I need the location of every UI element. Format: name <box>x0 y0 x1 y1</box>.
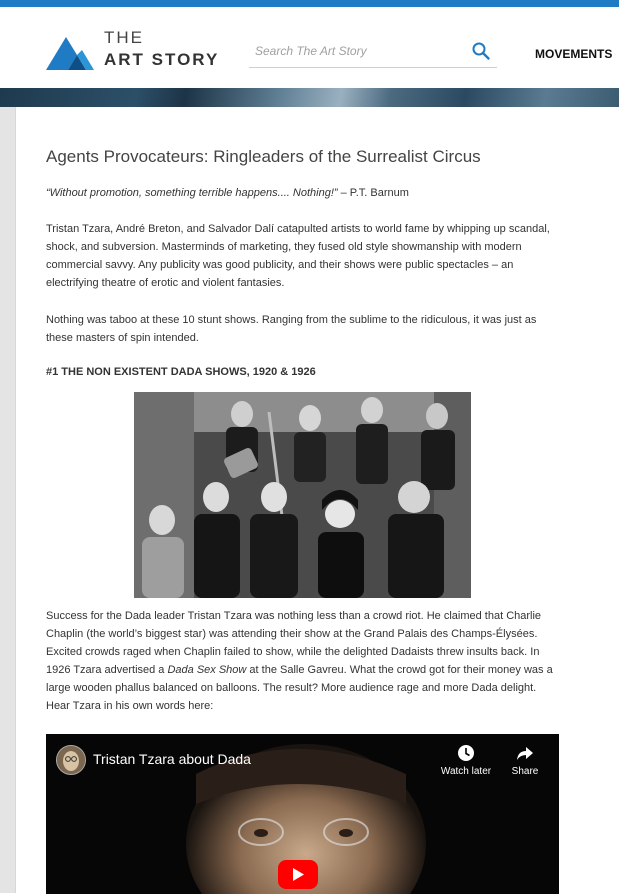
clock-icon <box>457 744 475 762</box>
quote-author: – P.T. Barnum <box>337 187 409 199</box>
article-title: Agents Provocateurs: Ringleaders of the Surrealist Circus <box>46 147 481 166</box>
section-1-text-a: Success for the Dada leader Tristan Tzara was nothing less than a crowd riot. He claimed that Charlie Chaplin (the world’s biggest star) was attending their show at the Grand Palais des Champs-Élysées. Excited crowds raged when Chaplin failed to show, while the delighted Dadaists threw insults back. In 1926 Tzara advertised a <box>46 610 542 676</box>
watch-later-button[interactable] <box>436 744 496 777</box>
share-button[interactable] <box>495 744 555 777</box>
dada-group-photo <box>134 392 471 598</box>
logo-text-the: THE <box>104 28 144 47</box>
group-photo-image <box>134 392 471 598</box>
section-heading-1: #1 THE NON EXISTENT DADA SHOWS, 1920 & 1926 <box>46 366 316 378</box>
epigraph-quote <box>46 187 409 199</box>
logo-text-art-story: ART STORY <box>104 50 220 69</box>
logo-mark-icon <box>46 37 94 70</box>
second-paragraph: Nothing was taboo at these 10 stunt shows. Ranging from the sublime to the ridiculous, it was just as these masters of spin intended. <box>46 314 537 344</box>
dada-sex-show-title: Dada Sex Show <box>167 664 247 676</box>
left-sidebar-strip <box>0 107 16 893</box>
site-header <box>0 7 619 88</box>
search-icon[interactable] <box>471 41 491 61</box>
play-icon[interactable] <box>278 860 318 889</box>
channel-avatar[interactable] <box>56 745 86 775</box>
channel-avatar-image <box>57 746 85 774</box>
site-logo[interactable] <box>46 28 220 76</box>
search-input[interactable] <box>255 40 460 62</box>
share-label: Share <box>511 766 539 777</box>
search-bar <box>249 37 497 68</box>
header-banner-image <box>0 88 619 107</box>
intro-paragraph: Tristan Tzara, André Breton, and Salvador Dalí catapulted artists to world fame by whipping up scandal, shock, and subversion. Masterminds of marketing, they fused old style showmanship with modern commercial savvy. Any publicity was good publicity, and their shows were public spectacles – an electrifying theatre of erotic and violent fantasies. <box>46 223 550 289</box>
share-arrow-icon <box>516 744 534 762</box>
top-accent-bar <box>0 0 619 7</box>
section-1-text-b: at the Salle Gavreu. What the crowd got for their money was a large wooden phallus balanced on balloons. The result? More audience rage and more Dada delight. Hear Tzara in his own words here: <box>46 664 553 712</box>
video-title-link[interactable]: Tristan Tzara about Dada <box>93 751 251 767</box>
youtube-video-embed[interactable] <box>46 734 559 894</box>
watch-later-label: Watch later <box>440 766 492 777</box>
nav-movements-link[interactable]: MOVEMENTS <box>535 47 613 61</box>
quote-text: “Without promotion, something terrible happens.... Nothing!” <box>46 187 338 199</box>
section-1-paragraph <box>46 607 558 715</box>
